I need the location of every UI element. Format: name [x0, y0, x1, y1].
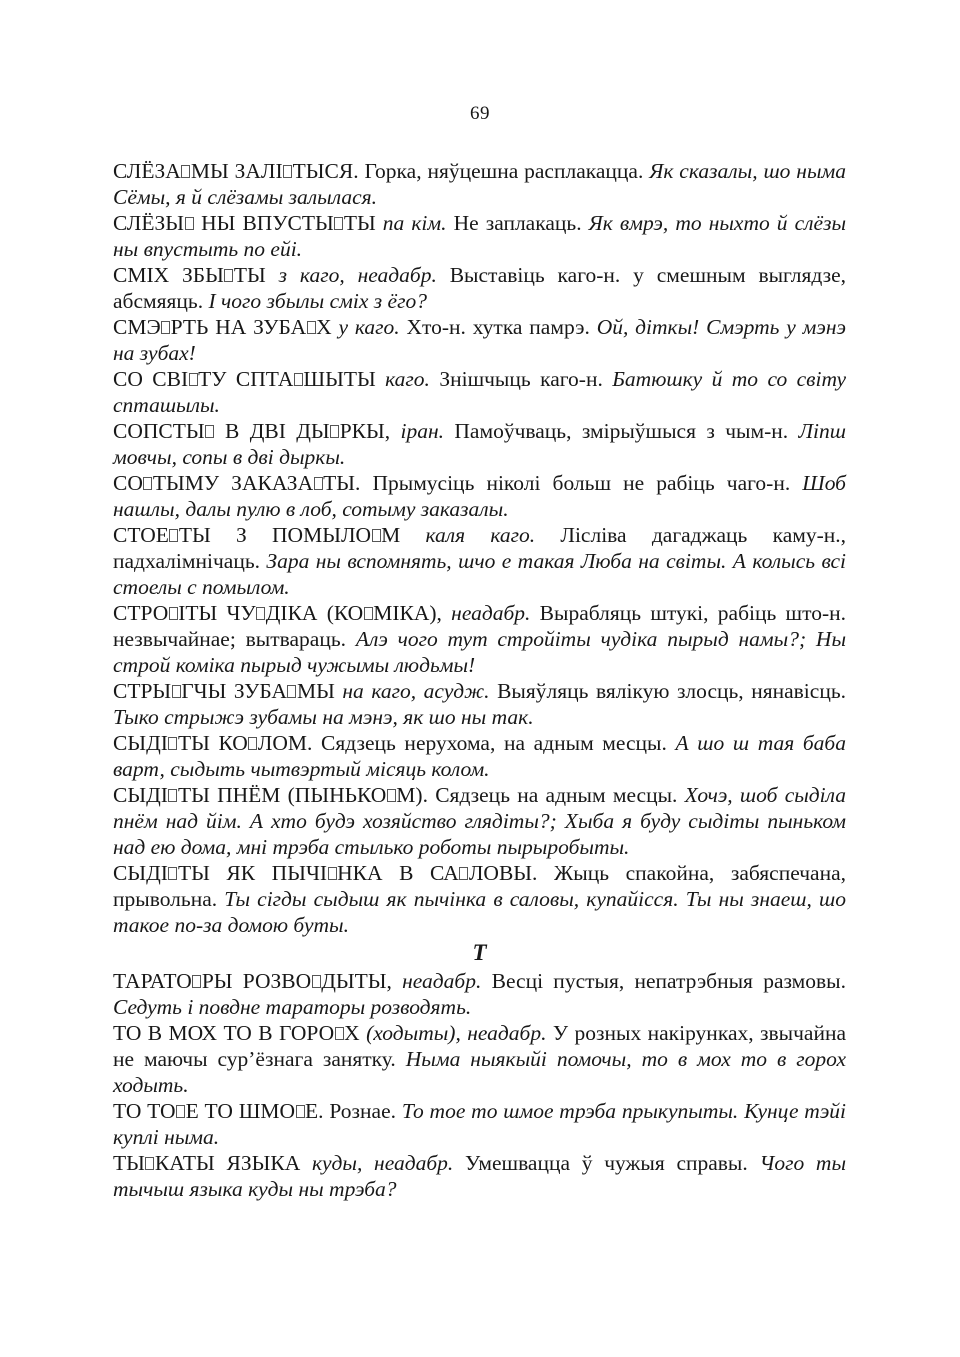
missing-glyph-box-icon	[372, 529, 381, 542]
entry-example: І чого збылы сміх з ёго?	[208, 289, 427, 313]
missing-glyph-box-icon	[287, 685, 296, 698]
missing-glyph-box-icon	[256, 607, 265, 620]
dictionary-entry	[113, 860, 846, 938]
missing-glyph-box-icon	[145, 1157, 154, 1170]
missing-glyph-box-icon	[168, 789, 177, 802]
missing-glyph-box-icon	[312, 975, 321, 988]
entry-headword: ТАРАТО РЫ РОЗВО ДЫТЫ,	[113, 969, 392, 993]
entry-headword: СТРЫ ГЧЫ ЗУБА МЫ	[113, 679, 335, 703]
entry-headword: СЫДІ ТЫ ЯК ПЫЧІ НКА В СА ЛОВЫ.	[113, 861, 538, 885]
entry-example: Батюшку й то со світу спташылы.	[113, 367, 846, 417]
entry-grammar-label: неадабр.	[402, 969, 482, 993]
missing-glyph-box-icon	[192, 975, 201, 988]
entry-example: Шоб нашлы, далы пулю в лоб, сотыму заказалы.	[113, 471, 847, 521]
entry-grammar-label: па кім.	[382, 211, 447, 235]
missing-glyph-box-icon	[387, 789, 396, 802]
missing-glyph-box-icon	[330, 425, 339, 438]
dictionary-entry	[113, 678, 846, 730]
dictionary-entry	[113, 470, 846, 522]
entry-headword: СОПСТЫ В ДВІ ДЫ РКЫ,	[113, 419, 391, 443]
dictionary-entry	[113, 314, 846, 366]
missing-glyph-box-icon	[172, 685, 181, 698]
entry-grammar-label: неадабр.	[451, 601, 531, 625]
entry-definition: Памоўчваць, змірыўшыся з чым-н.	[454, 419, 789, 443]
missing-glyph-box-icon	[189, 373, 198, 386]
entry-example: Чого ты тычыш языка куды ны трэба?	[113, 1151, 847, 1201]
dictionary-entry	[113, 522, 846, 600]
entry-grammar-label: куды, неадабр.	[311, 1151, 454, 1175]
entry-grammar-label: на каго, асудж.	[342, 679, 490, 703]
entry-definition: Сядзець на адным месцы.	[435, 783, 678, 807]
dictionary-entry	[113, 418, 846, 470]
entry-headword: СТРО ІТЫ ЧУ ДІКА (КО МІКА),	[113, 601, 442, 625]
missing-glyph-box-icon	[459, 867, 468, 880]
entry-grammar-label: (ходыты), неадабр.	[366, 1021, 547, 1045]
missing-glyph-box-icon	[314, 477, 323, 490]
entry-example: Ты сігды сыдыш як пычінка в саловы, купайісся. Ты ны знаеш, шо такое по-за домою буты.	[113, 887, 846, 937]
missing-glyph-box-icon	[364, 607, 373, 620]
dictionary-entry	[113, 730, 846, 782]
entry-grammar-label: каля каго.	[425, 523, 536, 547]
entry-definition: Хто-н. хутка памрэ.	[406, 315, 590, 339]
missing-glyph-box-icon	[283, 165, 292, 178]
missing-glyph-box-icon	[307, 321, 316, 334]
entry-example: Зара ны вспомнять, шчо е такая Люба на світы. А колысь всі стоелы с помылом.	[113, 549, 847, 599]
missing-glyph-box-icon	[168, 737, 177, 750]
entry-headword: СО СВІ ТУ СПТА ШЫТЫ	[113, 367, 376, 391]
entry-headword: ТО В МОХ ТО В ГОРО Х	[113, 1021, 360, 1045]
entry-grammar-label: з каго, неадабр.	[278, 263, 437, 287]
dictionary-entry	[113, 968, 846, 1020]
entry-definition: Вырабляць штукі, рабіць што-н. незвычайнае; вытвараць.	[113, 601, 846, 651]
entry-headword: СМЭ РТЬ НА ЗУБА Х	[113, 315, 332, 339]
entry-definition: Сядзець нерухома, на адным месцы.	[321, 731, 667, 755]
missing-glyph-box-icon	[176, 1105, 185, 1118]
missing-glyph-box-icon	[328, 867, 337, 880]
entry-example: А шо ш тая баба варт, сыдыть чытвэртый місяць колом.	[113, 731, 846, 781]
missing-glyph-box-icon	[296, 1105, 305, 1118]
entry-headword: СМІХ ЗБЫ ТЫ	[113, 263, 266, 287]
entry-example: Ліпш мовчы, сопы в дві дыркы.	[113, 419, 847, 469]
entry-example: То тое то шмое трэба прыкупыты. Кунце тэйі куплі ныма.	[113, 1099, 847, 1149]
missing-glyph-box-icon	[335, 1027, 344, 1040]
missing-glyph-box-icon	[205, 425, 214, 438]
dictionary-entry	[113, 262, 846, 314]
entry-example: Ой, діткы! Смэрть у мэнэ на зубах!	[113, 315, 847, 365]
entry-definition: Не заплакаць.	[453, 211, 582, 235]
missing-glyph-box-icon	[224, 269, 233, 282]
entry-example: Тыко стрыжэ зубамы на мэнэ, як шо ны так.	[113, 705, 534, 729]
entry-example: Як вмрэ, то ныхто й слёзы ны впустыть по ейі.	[113, 211, 847, 261]
entry-headword: ТО ТО Е ТО ШМО Е.	[113, 1099, 324, 1123]
entry-headword: СЛЁЗА МЫ ЗАЛІ ТЫСЯ.	[113, 159, 359, 183]
dictionary-entry	[113, 1150, 846, 1202]
entry-definition: Жыць спакойна, забяспечана, прывольна.	[113, 861, 847, 911]
entry-definition: Умешвацца ў чужыя справы.	[465, 1151, 748, 1175]
missing-glyph-box-icon	[143, 477, 152, 490]
dictionary-entry	[113, 366, 846, 418]
missing-glyph-box-icon	[185, 217, 194, 230]
dictionary-entry	[113, 1020, 846, 1098]
dictionary-entry	[113, 782, 846, 860]
missing-glyph-box-icon	[161, 321, 170, 334]
page-content	[113, 158, 846, 1202]
page-number: 69	[470, 103, 490, 124]
entry-example: Хочэ, шоб сыділа пнём над йім. А хто будэ хозяйство глядіты?; Хыба я буду сыдіты пыньком над ею дома, мні трэба стылько роботы пырыробыты.	[113, 783, 847, 859]
missing-glyph-box-icon	[168, 867, 177, 880]
entry-headword: СТОЕ ТЫ З ПОМЫЛО М	[113, 523, 401, 547]
entry-definition: У розных накірунках, звычайна не маючы сур’ёзнага занятку.	[113, 1021, 847, 1071]
missing-glyph-box-icon	[169, 607, 178, 620]
entry-headword: СЫДІ ТЫ КО ЛОМ.	[113, 731, 313, 755]
entry-headword: СО ТЫМУ ЗАКАЗА ТЫ.	[113, 471, 361, 495]
entry-definition: Горка, няўцешна расплакацца.	[364, 159, 644, 183]
entry-definition: Весці пустыя, непатрэбныя размовы.	[491, 969, 847, 993]
dictionary-entry	[113, 600, 846, 678]
entry-definition: Лісліва дагаджаць каму-н., падхалімнічаць.	[113, 523, 847, 573]
entry-definition: Прымусіць ніколі больш не рабіць чаго-н.	[372, 471, 791, 495]
entry-definition: Рознае.	[329, 1099, 397, 1123]
entry-example: Ныма ныякыйі помочы, то в мох то в горох ходыть.	[113, 1047, 847, 1097]
entry-definition: Выяўляць вялікую злосць, нянавісць.	[497, 679, 847, 703]
entry-headword: СЛЁЗЫ НЫ ВПУСТЫ ТЫ	[113, 211, 376, 235]
entry-example: Алэ чого тут стройіты чудіка пырыд намы?; Ны строй коміка пырыд чужымы людьмы!	[113, 627, 847, 677]
entry-grammar-label: іран.	[400, 419, 445, 443]
entry-definition: Выставіць каго-н. у смешным выглядзе, абсмяяць.	[113, 263, 846, 313]
entry-example: Седуть і повдне тараторы розводять.	[113, 995, 472, 1019]
entry-definition: Знішчыць каго-н.	[439, 367, 603, 391]
entry-headword: СЫДІ ТЫ ПНЁМ (ПЫНЬКО М).	[113, 783, 428, 807]
dictionary-entry	[113, 158, 846, 210]
dictionary-entry	[113, 210, 846, 262]
missing-glyph-box-icon	[181, 165, 190, 178]
dictionary-entry	[113, 1098, 846, 1150]
missing-glyph-box-icon	[334, 217, 343, 230]
missing-glyph-box-icon	[294, 373, 303, 386]
missing-glyph-box-icon	[169, 529, 178, 542]
entry-grammar-label: каго.	[385, 367, 430, 391]
entry-headword: ТЫ КАТЫ ЯЗЫКА	[113, 1151, 301, 1175]
entry-example: Як сказалы, шо ныма Сёмы, я й слёзамы залылася.	[113, 159, 847, 209]
entry-grammar-label: у каго.	[338, 315, 400, 339]
missing-glyph-box-icon	[248, 737, 257, 750]
section-letter: Т	[472, 940, 487, 965]
